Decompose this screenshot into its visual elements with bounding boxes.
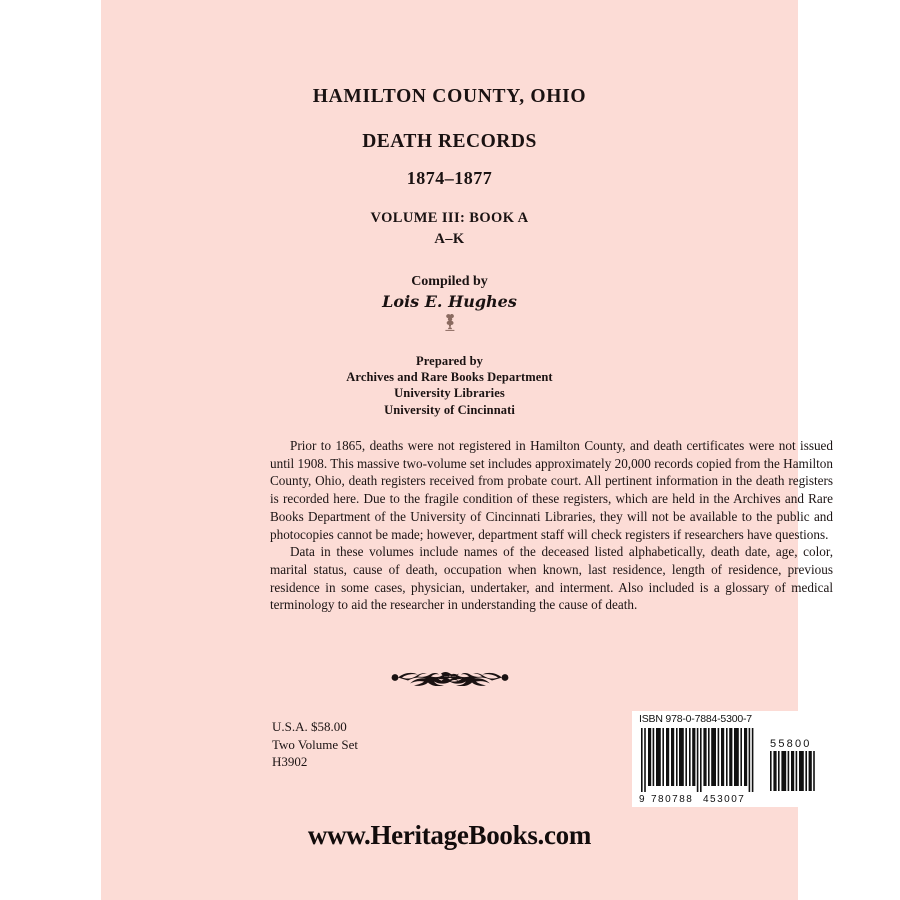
svg-text:453007: 453007 (703, 794, 746, 805)
price-set-note: Two Volume Set (272, 736, 359, 752)
prepared-by-block (101, 353, 798, 418)
description-text (270, 437, 833, 614)
description-paragraph-2: Data in these volumes include names of the deceased listed alphabetically, death date, age, color, marital status, cause of death, occupation when known, last residence, length of residence, previous residence in some cases, physician, undertaker, and interment. Also included is a glossary of medical terminology to aid the researcher in understanding the cause of death. (270, 544, 833, 613)
volume-heading: VOLUME III: BOOK A (370, 210, 529, 226)
barcode-panel (632, 711, 822, 807)
date-range-heading: 1874–1877 (406, 168, 493, 188)
prepared-by-department: Archives and Rare Books Department (346, 370, 553, 385)
barcode-graphic (636, 726, 818, 805)
filigree-divider-icon (101, 668, 798, 692)
page-subtitle: DEATH RECORDS (362, 131, 537, 152)
catalog-number: H3902 (272, 754, 308, 769)
floral-ornament-icon (101, 312, 798, 334)
svg-text:780788: 780788 (651, 794, 694, 805)
compiled-by-label: Compiled by (411, 274, 488, 289)
alphabet-range-heading: A–K (434, 231, 465, 247)
price-usa: U.S.A. $58.00 (272, 719, 347, 734)
compiler-name: Lois E. Hughes (382, 292, 517, 311)
prepared-by-university: University of Cincinnati (384, 402, 515, 417)
svg-text:55800: 55800 (770, 738, 812, 750)
prepared-by-label: Prepared by (416, 354, 483, 368)
prepared-by-libraries: University Libraries (394, 386, 505, 401)
page-title: HAMILTON COUNTY, OHIO (312, 86, 587, 107)
publisher-website[interactable]: www.HeritageBooks.com (307, 820, 592, 850)
cover-panel (101, 0, 833, 900)
svg-text:9: 9 (639, 794, 645, 805)
description-paragraph-1: Prior to 1865, deaths were not registered in Hamilton County, and death certificates were not issued until 1908. This massive two-volume set includes approximately 20,000 records copied from the Hamilton County, Ohio, death registers received from probate court. All pertinent information in the death registers is recorded here. Due to the fragile condition of these registers, which are held in the Archives and Rare Books Department of the University of Cincinnati Libraries, they will not be available to the public and photocopies cannot be made; however, department staff will check registers if researchers have questions. (270, 438, 833, 542)
isbn-label: ISBN 978-0-7884-5300-7 (639, 713, 752, 725)
price-block (272, 718, 358, 771)
